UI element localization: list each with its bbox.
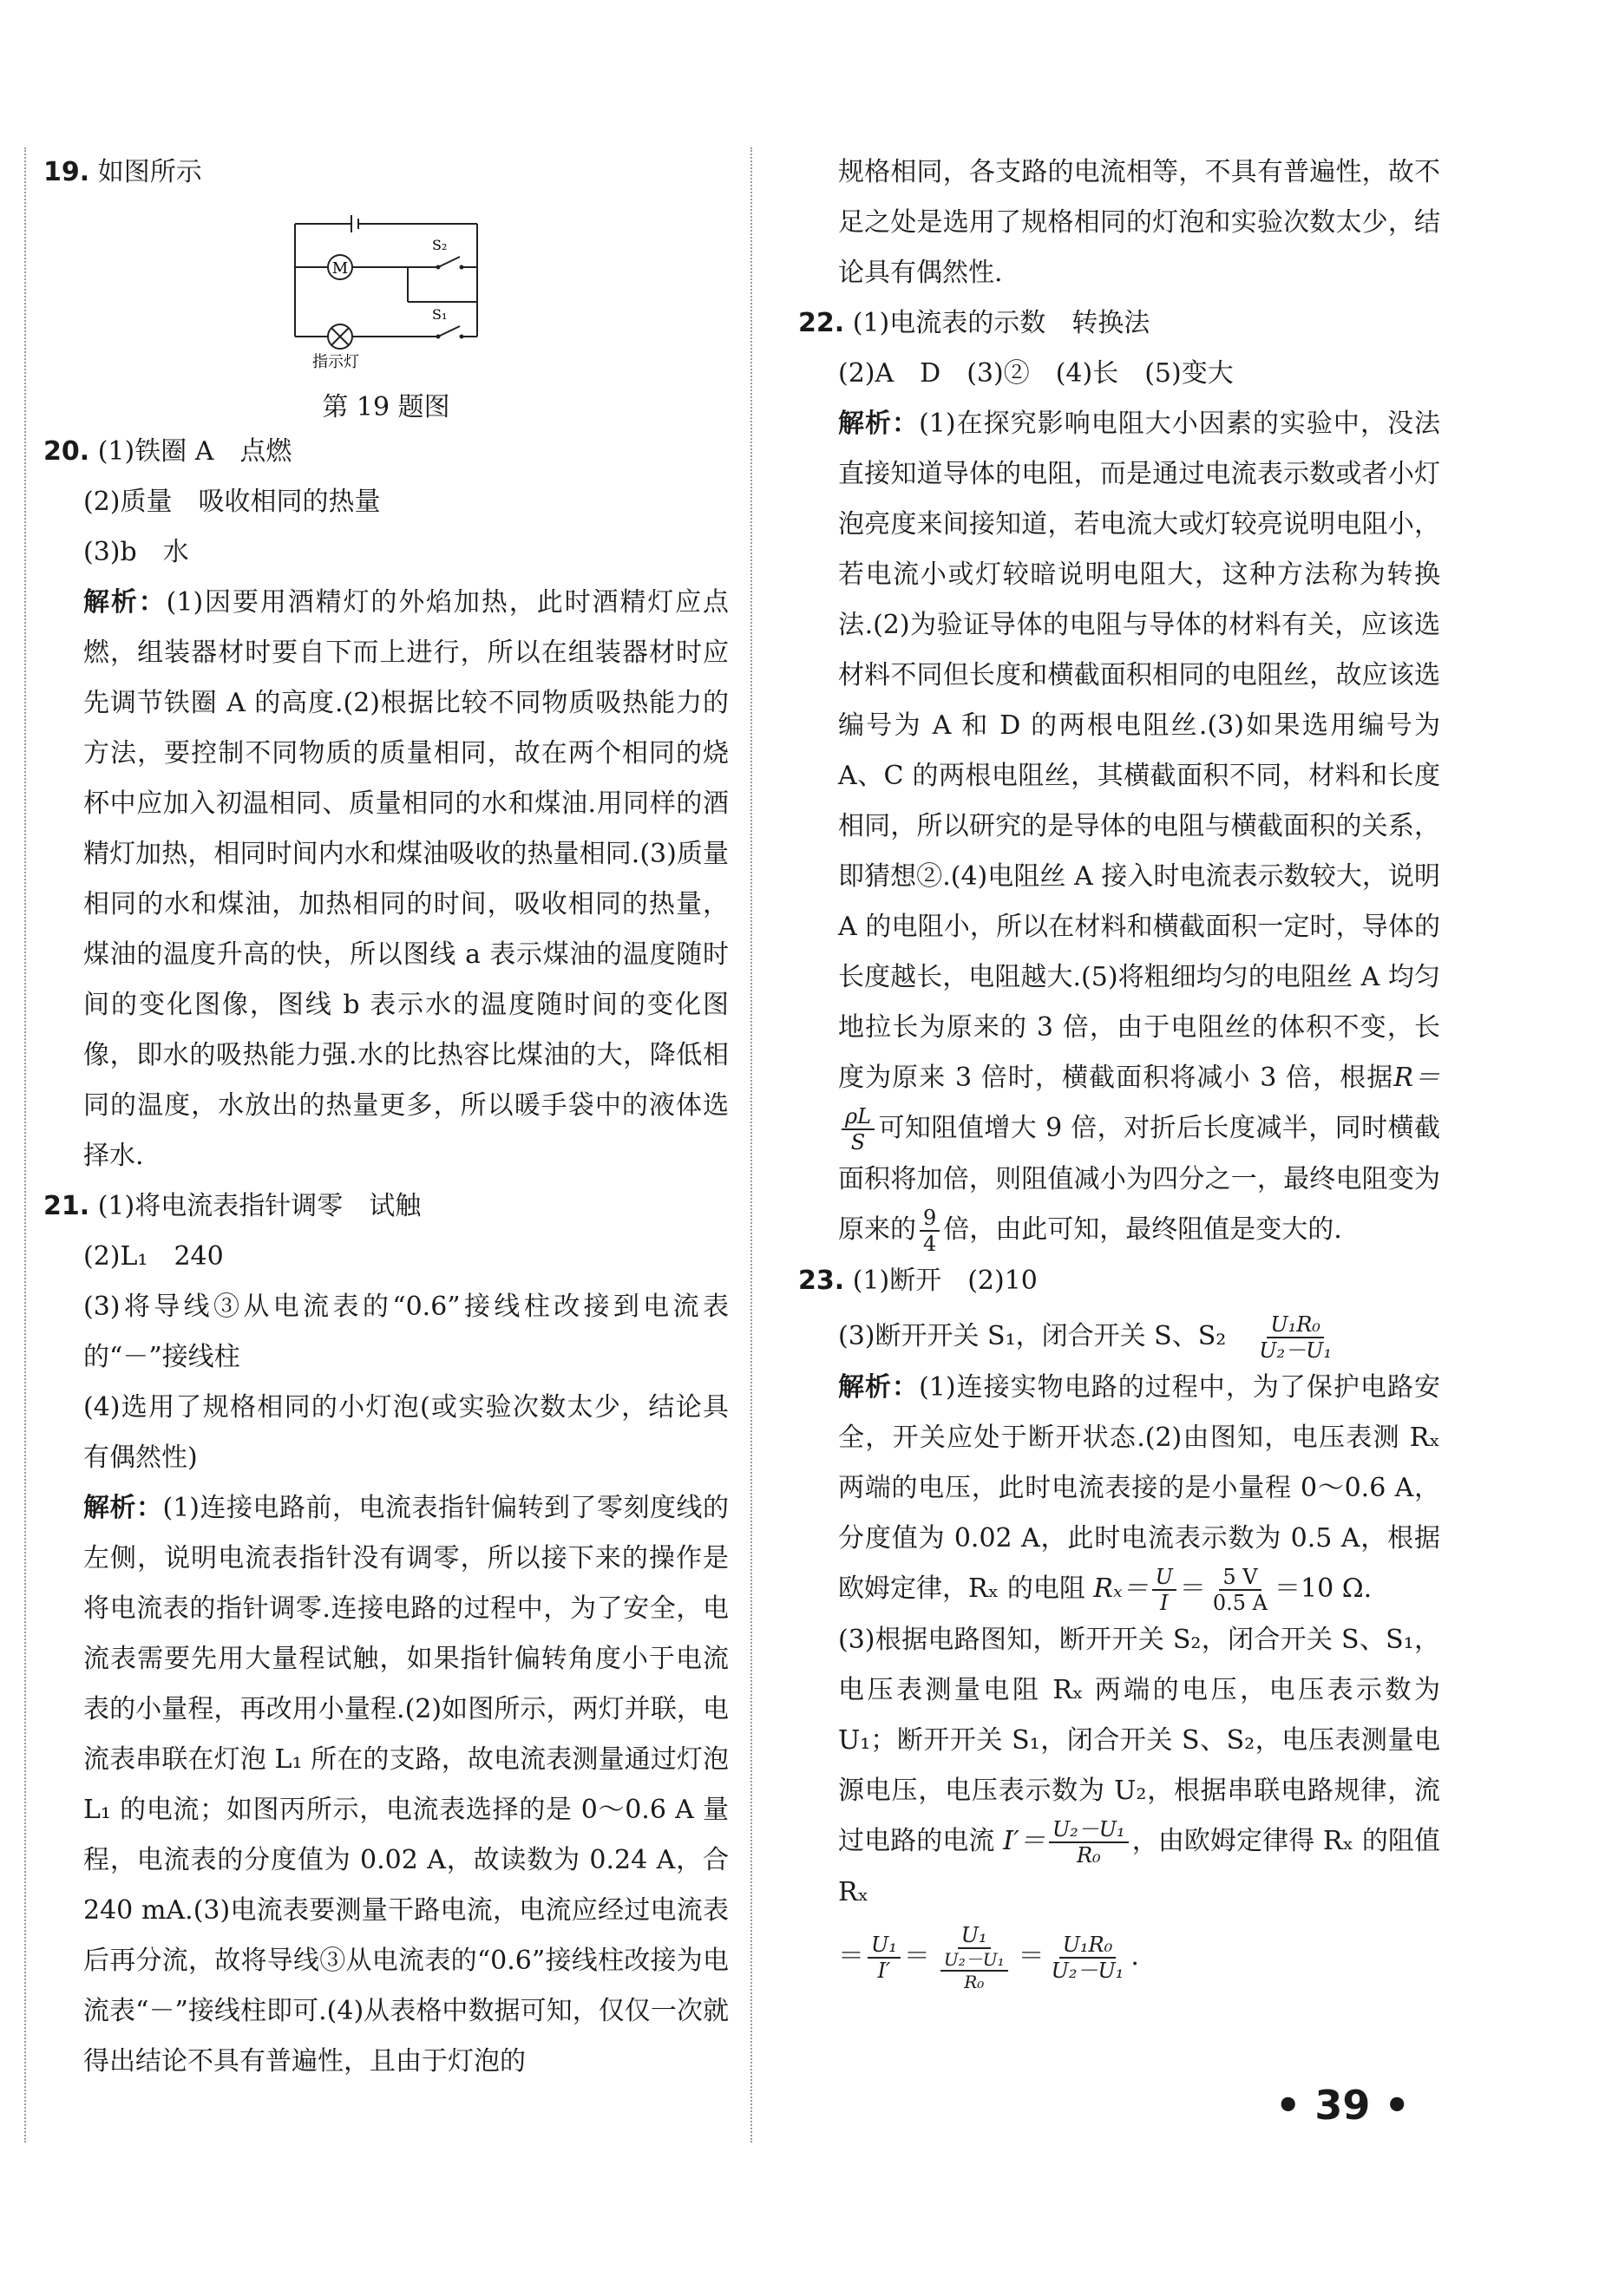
q21-answer-2: (2)L₁ 240 — [83, 1241, 224, 1272]
page-number: • 39 • — [1275, 2082, 1410, 2129]
q23-final-denominator-1: I′ — [877, 1959, 891, 1983]
q21-explanation-text: (1)连接电路前，电流表指针偏转到了零刻度线的左侧，说明电流表指针没有调零，所以接下来的操作是将电流表的指针调零.连接电路的过程中，为了安全，电流表需要先用大量程试触，如果指针偏转角度小于电流表的小量程，再改用小量程.(2)如图所示，两灯并联，电流表串联在灯泡 L₁ 所在的支路，故电流表测量通过灯泡 L₁ 的电流；如图丙所示，电流表选择的是 0～0.6 A 量程，电流表的分度值为 0.02 A，故读数为 0.24 A，合 240 mA.(3)电流表要测量干路电流，电流应经过电流表后再分流，故将导线③从电流表的“0.6”接线柱改接为电流表“－”接线柱即可.(4)从表格中数据可知，仅仅一次就得出结论不具有普遍性，且由于灯泡的 — [83, 1493, 729, 2077]
q22-explanation-text-a: (1)在探究影响电阻大小因素的实验中，没法直接知道导体的电阻，而是通过电流表示数或者小灯泡亮度来间接知道，若电流大或灯较亮说明电阻小，若电流小或灯较暗说明电阻大，这种方法称为转换法.(2)为验证导体的电阻与导体的材料有关，应该选材料不同但长度和横截面积相同的电阻丝，故应该选编号为 A 和 D 的两根电阻丝.(3)如果选用编号为 A、C 的两根电阻丝，其横截面积不同，材料和长度相同，所以研究的是导体的电阻与横截面积的关系，即猜想②.(4)电阻丝 A 接入时电流表示数较大，说明 A 的电阻小，所以在材料和横截面积一定时，导体的长度越长，电阻越大.(5)将粗细均匀的电阻丝 A 均匀地拉长为原来的 3 倍，由于电阻丝的体积不变，长度为原来 3 倍时，横截面积将减小 3 倍，根据 — [838, 409, 1441, 1093]
q23-answer-3 — [798, 1312, 1440, 1363]
q19-circuit-figure — [278, 206, 503, 371]
q23-explanation-label: 解析： — [838, 1372, 920, 1403]
q23-current-lhs: I′＝ — [1003, 1826, 1045, 1856]
left-margin-line — [24, 147, 26, 2142]
switch-contact — [460, 335, 464, 339]
q19-answer: 如图所示 — [97, 157, 202, 187]
q20-explanation — [43, 578, 729, 1181]
q22-explanation-text-c: 倍，由此可知，最终阻值是变大的. — [943, 1214, 1342, 1245]
q23-ohm-result: ＝10 Ω. — [1275, 1573, 1373, 1604]
left-column — [43, 147, 729, 2087]
motor-label: M — [331, 259, 349, 278]
switch-s2-blade — [438, 257, 460, 267]
lamp-label: 指示灯 — [312, 353, 359, 371]
q23-final-denominator-2 — [934, 1949, 1015, 1992]
q23-final-end: . — [1130, 1941, 1139, 1972]
q21-answer-1: (1)将电流表指针调零 试触 — [97, 1191, 422, 1221]
q23-answer-3-fraction — [1255, 1312, 1335, 1363]
q20-answer-3: (3)b 水 — [83, 537, 189, 567]
q20-answer-1: (1)铁圈 A 点燃 — [97, 436, 292, 467]
column-divider — [750, 147, 752, 2142]
switch-s1-label: S₁ — [432, 306, 448, 323]
q22-resistance-formula — [842, 1104, 875, 1155]
q23-number: 23. — [798, 1266, 845, 1296]
q21-answer-4: (4)选用了规格相同的小灯泡(或实验次数太少，结论具有偶然性) — [83, 1392, 729, 1473]
q23-ohm-lhs: Rₓ＝ — [1093, 1573, 1149, 1604]
q23-current-denominator: R₀ — [1076, 1843, 1101, 1868]
q23-ohm-denominator-1: I — [1160, 1591, 1169, 1615]
q19-figure-caption: 第 19 题图 — [322, 392, 450, 422]
q21-explanation-continued: 规格相同，各支路的电流相等，不具有普遍性，故不足之处是选用了规格相同的灯泡和实验次数太少，结论具有偶然性. — [838, 157, 1440, 288]
q23-final-fraction-3 — [1048, 1933, 1128, 1983]
q22-ratio-numerator: 9 — [920, 1206, 940, 1232]
q22-explanation-label: 解析： — [838, 409, 920, 439]
switch-contact — [436, 265, 441, 270]
q23-answer-3-numerator: U₁R₀ — [1267, 1312, 1324, 1338]
switch-contact — [460, 265, 464, 270]
q20-answer-2: (2)质量 吸收相同的热量 — [83, 487, 381, 517]
q23-ohm-numerator-2: 5 V — [1219, 1565, 1261, 1591]
q19-number: 19. — [43, 157, 90, 187]
q22-formula-numerator: ρL — [842, 1104, 875, 1130]
q23-current-fraction — [1049, 1817, 1129, 1868]
right-column — [798, 147, 1440, 1992]
q23-final-fraction-2 — [934, 1923, 1015, 1992]
q23-ohm-numerator-1: U — [1152, 1565, 1176, 1591]
q22-ratio-fraction — [920, 1206, 940, 1256]
q23-answer-3-denominator: U₂－U₁ — [1259, 1338, 1332, 1363]
q22-explanation-text-b: 可知阻值增大 9 倍，对折后长度减半，同时横截面积将加倍，则阻值减小为四分之一，最终电阻变为原来的 — [838, 1113, 1440, 1245]
q23-final-denominator-3: U₂－U₁ — [1051, 1959, 1124, 1983]
q22 — [798, 298, 1440, 349]
q23 — [798, 1256, 1440, 1306]
q23-final-nested-numerator: U₂－U₁ — [940, 1949, 1008, 1972]
q23-final-nested-denominator: R₀ — [964, 1972, 985, 1992]
q23-ohm-fraction-2 — [1209, 1565, 1271, 1615]
q23-ohm-fraction-1 — [1152, 1565, 1176, 1615]
q23-explanation-text-b: (3)根据电路图知，断开开关 S₂，闭合开关 S、S₁，电压表测量电阻 Rₓ 两端的电压，电压表示数为 U₁；断开开关 S₁，闭合开关 S、S₂，电压表测量电源电压，电压表示数为 U₂，根据串联电路规律，流过电路的电流 — [838, 1625, 1440, 1856]
q20-explanation-text: (1)因要用酒精灯的外焰加热，此时酒精灯应点燃，组装器材时要自下而上进行，所以在组装器材时应先调节铁圈 A 的高度.(2)根据比较不同物质吸热能力的方法，要控制不同物质的质量相同，故在两个相同的烧杯中应加入初温相同、质量相同的水和煤油.用同样的酒精灯加热，相同时间内水和煤油吸收的热量相同.(3)质量相同的水和煤油，加热相同的时间，吸收相同的热量，煤油的温度升高的快，所以图线 a 表示煤油的温度随时间的变化图像，图线 b 表示水的温度随时间的变化图像，即水的吸热能力强.水的比热容比煤油的大，降低相同的温度，水放出的热量更多，所以暖手袋中的液体选择水. — [83, 587, 730, 1171]
q20 — [43, 427, 729, 477]
q22-answer-1: (1)电流表的示数 转换法 — [852, 308, 1150, 338]
q23-answer-3-text: (3)断开开关 S₁，闭合开关 S、S₂ — [838, 1321, 1227, 1351]
q23-explanation-text-a: (1)连接实物电路的过程中，为了保护电路安全，开关应处于断开状态.(2)由图知，电压表测 Rₓ 两端的电压，此时电流表接的是小量程 0～0.6 A，分度值为 0.02 A，此时电流表示数为 0.5 A，根据欧姆定律，Rₓ 的电阻 — [838, 1372, 1441, 1604]
q23-explanation-part-3 — [798, 1615, 1440, 1918]
switch-contact — [436, 335, 441, 339]
q21-explanation — [43, 1483, 729, 2087]
q21-answer-3: (3)将导线③从电流表的“0.6”接线柱改接到电流表的“－”接线柱 — [83, 1292, 729, 1372]
q23-explanation: 解析：(1)连接实物电路的过程中，为了保护电路安全，开关应处于断开状态.(2)由图知，电压表测 Rₓ 两端的电压，此时电流表接的是小量程 0～0.6 A，分度值为 0.02 A，此时电流表示数为 0.5 A，根据欧姆定律，Rₓ 的电阻 Rₓ＝ $\frac{U}{I}$ ＝ $\frac{5 V}{0.5 A}$ ＝10 Ω. — [838, 1372, 1441, 1615]
q23-current-numerator: U₂－U₁ — [1049, 1817, 1129, 1843]
q21-explanation-label: 解析： — [83, 1493, 163, 1523]
switch-s1-blade — [438, 326, 460, 337]
switch-s2-label: S₂ — [432, 237, 448, 253]
q21-number: 21. — [43, 1191, 90, 1221]
q22-formula-denominator: S — [850, 1130, 866, 1155]
q23-final-numerator-1: U₁ — [868, 1933, 901, 1959]
q23-explanation-text-c: ，由欧姆定律得 Rₓ 的阻值 Rₓ — [838, 1826, 1441, 1907]
q22-ratio-denominator: 4 — [923, 1232, 937, 1256]
q22-formula-lhs: R＝ — [1393, 1063, 1440, 1093]
q23-final-fraction-1 — [868, 1933, 901, 1983]
q23-final-numerator-3: U₁R₀ — [1059, 1933, 1117, 1959]
q22-answer-2: (2)A D (3)② (4)长 (5)变大 — [838, 358, 1234, 389]
q23-ohm-denominator-2: 0.5 A — [1212, 1591, 1268, 1615]
q23-final-numerator-2: U₁ — [958, 1923, 991, 1949]
q22-number: 22. — [798, 308, 845, 338]
q23-final-nested-fraction — [940, 1949, 1008, 1992]
q23-answer-1: (1)断开 (2)10 — [852, 1266, 1038, 1296]
q23-final-formula: ＝ $\frac{\text{U₁}}{I'}$ ＝ $\frac{\text{U₁}}{\frac{\text{U₂－U₁}}{\text{R₀}}}$ ＝ $\frac{\text{U₁R₀}}{\text{U₂－U₁}}$ . — [838, 1923, 1139, 1992]
q22-explanation — [798, 399, 1440, 1256]
q21 — [43, 1181, 729, 1232]
q20-number: 20. — [43, 436, 90, 467]
q19 — [43, 147, 729, 198]
q20-explanation-label: 解析： — [83, 587, 167, 618]
